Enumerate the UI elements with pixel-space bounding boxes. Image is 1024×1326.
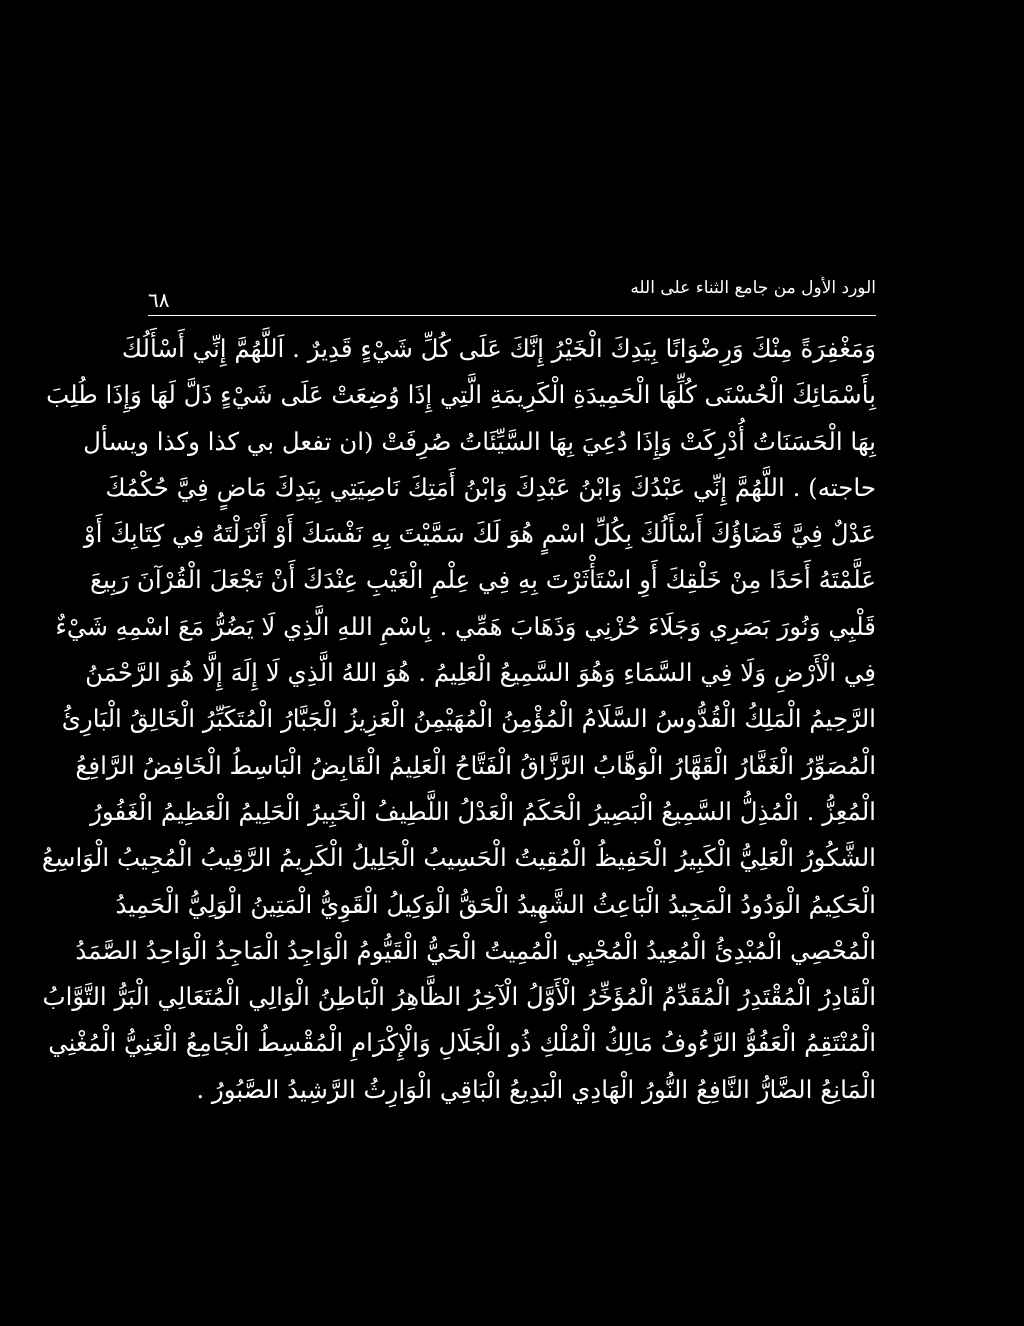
text-line: الْقَادِرُ الْمُقْتَدِرُ الْمُقَدِّمُ الْمُؤَخِّرُ الْأَوَّلُ الْآخِرُ الظَّاهِرُ الْبَاطِنُ الْوَالِي الْمُتَعَالِي الْبَرُّ التَّوَّابُ: [42, 982, 876, 1012]
text-line: الْمُنْتَقِمُ الْعَفُوُّ الرَّءُوفُ مَالِكُ الْمُلْكِ ذُو الْجَلَالِ وَالْإِكْرَامِ الْمُقْسِطُ الْجَامِعُ الْغَنِيُّ الْمُغْنِي: [48, 1028, 876, 1058]
text-line: الشَّكُورُ الْعَلِيُّ الْكَبِيرُ الْحَفِيظُ الْمُقِيتُ الْحَسِيبُ الْجَلِيلُ الْكَرِيمُ الرَّقِيبُ الْمُجِيبُ الْوَاسِعُ: [41, 843, 876, 873]
page-number: ٦٨: [148, 288, 170, 312]
text-line: الْحَكِيمُ الْوَدُودُ الْمَجِيدُ الْبَاعِثُ الشَّهِيدُ الْحَقُّ الْوَكِيلُ الْقَوِيُّ الْمَتِينُ الْوَلِيُّ الْحَمِيدُ: [115, 889, 876, 919]
text-line: الْمَانِعُ الضَّارُّ النَّافِعُ النُّورُ الْهَادِي الْبَدِيعُ الْبَاقِي الْوَارِثُ الرَّشِيدُ الصَّبُورُ .: [196, 1074, 876, 1104]
text-line: الرَّحِيمُ الْمَلِكُ الْقُدُّوسُ السَّلَامُ الْمُؤْمِنُ الْمُهَيْمِنُ الْعَزِيزُ الْجَبَّارُ الْمُتَكَبِّرُ الْخَالِقُ الْبَارِئُ: [61, 704, 876, 734]
body-text: [41, 326, 876, 1113]
text-line: وَمَغْفِرَةً مِنْكَ وَرِضْوَانًا بِيَدِكَ الْخَيْرُ إِنَّكَ عَلَى كُلِّ شَيْءٍ قَدِيرٌ . اَللَّهُمَّ إِنِّي أَسْأَلُكَ: [121, 334, 876, 363]
text-line: عَلَّمْتَهُ أَحَدًا مِنْ خَلْقِكَ أَوِ اسْتَأْثَرْتَ بِهِ فِي عِلْمِ الْغَيْبِ عِنْدَكَ أَنْ تَجْعَلَ الْقُرْآنَ رَبِيعَ: [90, 565, 876, 595]
text-line: قَلْبِي وَنُورَ بَصَرِي وَجَلَاءَ حُزْنِي وَذَهَابَ هَمِّي . بِاسْمِ اللهِ الَّذِي لَا يَضُرُّ مَعَ اسْمِهِ شَيْءٌ: [55, 611, 876, 641]
text-line: فِي الْأَرْضِ وَلَا فِي السَّمَاءِ وَهُوَ السَّمِيعُ الْعَلِيمُ . هُوَ اللهُ الَّذِي لَا إِلَهَ إِلَّا هُوَ الرَّحْمَنُ: [85, 658, 876, 688]
text-line: عَدْلٌ فِيَّ قَضَاؤُكَ أَسْأَلُكَ بِكُلِّ اسْمٍ هُوَ لَكَ سَمَّيْتَ بِهِ نَفْسَكَ أَوْ أَنْزَلْتَهُ فِي كِتَابِكَ أَوْ: [83, 519, 876, 549]
text-line: الْمُحْصِي الْمُبْدِئُ الْمُعِيدُ الْمُحْيِي الْمُمِيتُ الْحَيُّ الْقَيُّومُ الْوَاجِدُ الْمَاجِدُ الْوَاحِدُ الصَّمَدُ: [75, 935, 876, 965]
text-line: الْمُعِزُّ . الْمُذِلُّ السَّمِيعُ الْبَصِيرُ الْحَكَمُ الْعَدْلُ اللَّطِيفُ الْخَبِيرُ الْحَلِيمُ الْعَظِيمُ الْغَفُورُ: [90, 796, 876, 826]
header-rule: [148, 315, 876, 316]
text-line: بِهَا الْحَسَنَاتُ أُدْرِكَتْ وَإِذَا دُعِيَ بِهَا السَّيِّئَاتُ صُرِفَتْ (ان تفعل بي كذا وكذا ويسأل: [83, 426, 876, 456]
text-line: حاجته) . اللَّهُمَّ إِنِّي عَبْدُكَ وَابْنُ عَبْدِكَ وَابْنُ أَمَتِكَ نَاصِيَتِي بِيَدِكَ مَاضٍ فِيَّ حُكْمُكَ: [105, 472, 876, 502]
page-header: [148, 278, 876, 318]
running-title: الورد الأول من جامع الثناء على الله: [630, 278, 876, 298]
text-line: بِأَسْمَائِكَ الْحُسْنَى كُلِّهَا الْحَمِيدَةِ الْكَرِيمَةِ الَّتِي إِذَا وُضِعَتْ عَلَى شَيْءٍ ذَلَّ لَهَا وَإِذَا طُلِبَ: [46, 380, 876, 410]
text-line: الْمُصَوِّرُ الْغَفَّارُ الْقَهَّارُ الْوَهَّابُ الرَّزَّاقُ الْفَتَّاحُ الْعَلِيمُ الْقَابِضُ الْبَاسِطُ الْخَافِضُ الرَّافِعُ: [75, 750, 876, 780]
